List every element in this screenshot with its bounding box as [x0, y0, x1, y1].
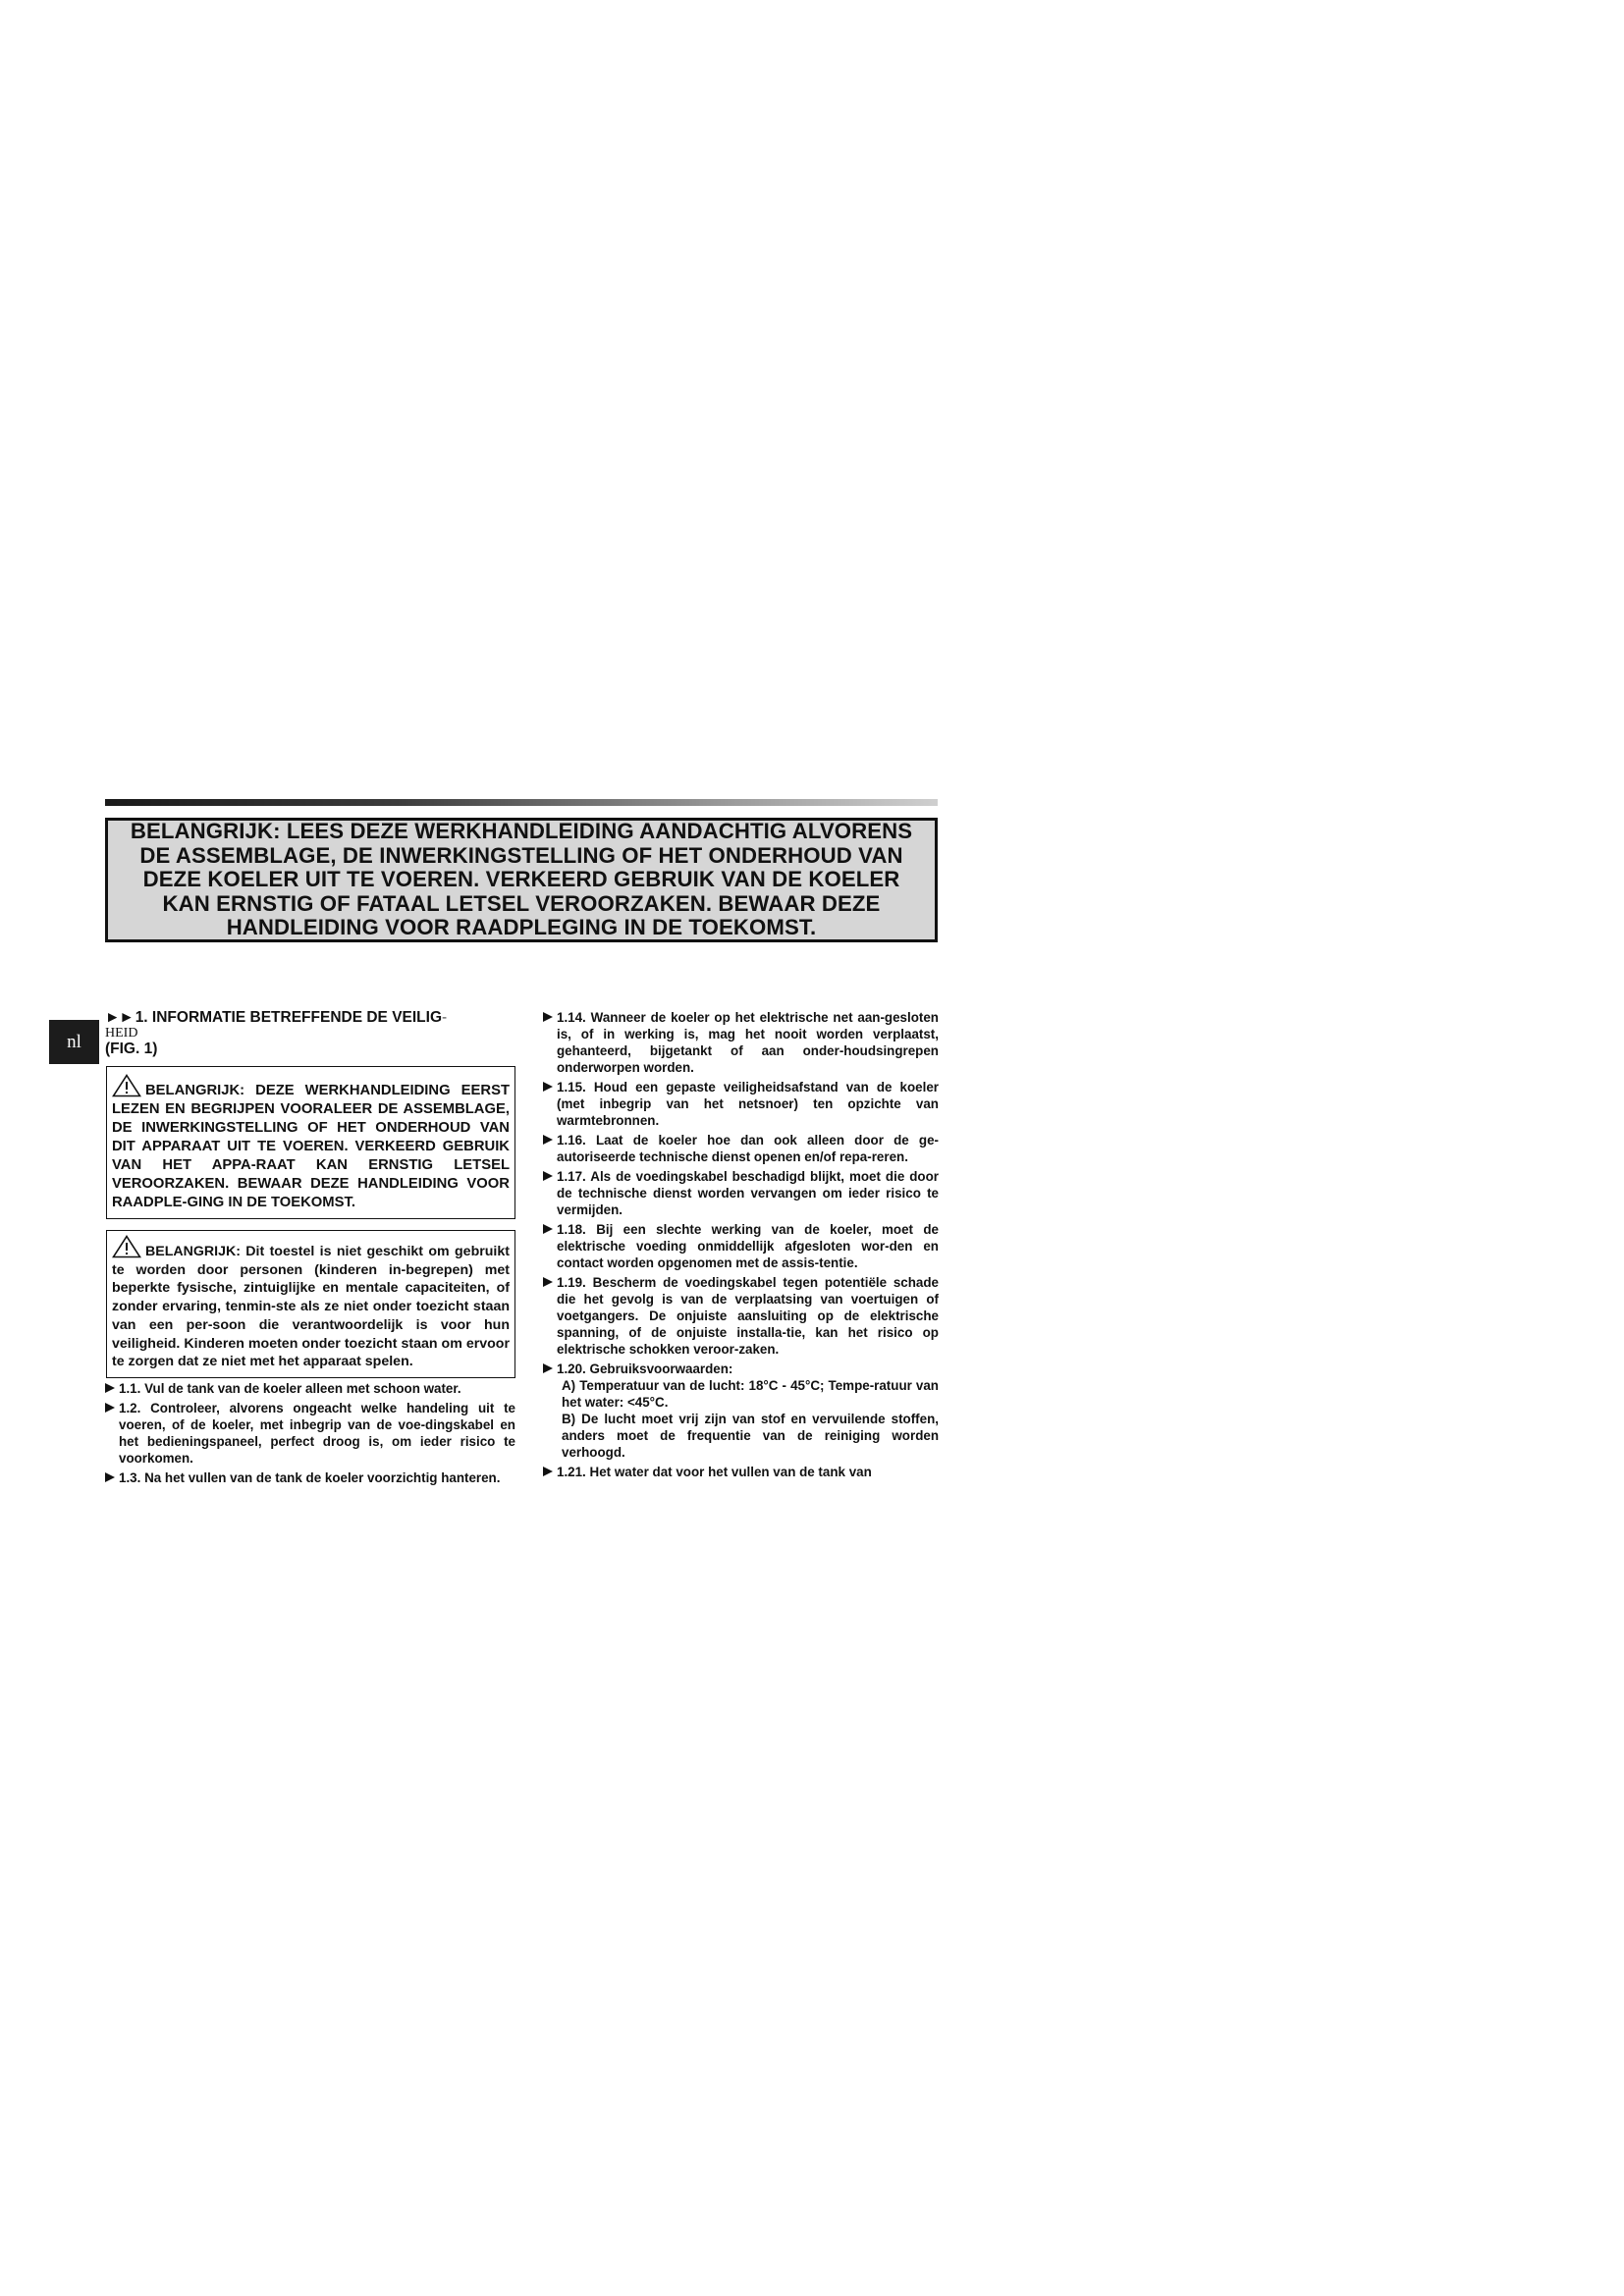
- double-arrow-icon: ►►: [105, 1009, 134, 1026]
- item-number: 1.1.: [119, 1380, 141, 1396]
- section-heading-hyphen: -: [442, 1009, 448, 1026]
- bullet-arrow-icon: [105, 1472, 115, 1482]
- item-number: 1.2.: [119, 1400, 141, 1415]
- item-text: Wanneer de koeler op het elektrische net aan-gesloten is, of in werking is, mag het nooit worden verplaatst, gehanteerd, bijgetankt of aan onder-houdsingrepen onderworpen worden.: [557, 1010, 939, 1075]
- section-heading-text: 1. INFORMATIE BETREFFENDE DE VEILIG: [135, 1009, 443, 1026]
- usage-condition-b: B) De lucht moet vrij zijn van stof en vervuilende stoffen, anders moet de frequentie van de reiniging worden verhoogd.: [562, 1412, 939, 1460]
- item-number: 1.17.: [557, 1169, 586, 1184]
- item-text: Gebruiksvoorwaarden:: [589, 1362, 733, 1376]
- usage-condition-a: A) Temperatuur van de lucht: 18°C - 45°C; Tempe-ratuur van het water: <45°C.: [562, 1378, 939, 1410]
- important-warning-banner: [105, 818, 938, 942]
- list-item: [105, 1400, 515, 1467]
- bullet-arrow-icon: [543, 1224, 553, 1234]
- banner-text: BELANGRIJK: LEES DEZE WERKHANDLEIDING AANDACHTIG ALVORENS DE ASSEMBLAGE, DE INWERKINGSTELLING OF HET ONDERHOUD VAN DEZE KOELER UIT TE VOEREN. VERKEERD GEBRUIK VAN DE KOELER KAN ERNSTIG OF FATAAL LETSEL VEROORZAKEN. BEWAAR DEZE HANDLEIDING VOOR RAADPLEGING IN DE TOEKOMST.: [130, 819, 913, 940]
- list-item: [543, 1079, 939, 1129]
- bullet-arrow-icon: [543, 1012, 553, 1022]
- section-heading-continuation: HEID: [105, 1026, 138, 1041]
- section-heading: [105, 1009, 515, 1026]
- list-item: [543, 1132, 939, 1165]
- language-code: nl: [67, 1031, 81, 1052]
- item-number: 1.21.: [557, 1465, 586, 1479]
- bullet-arrow-icon: [543, 1082, 553, 1092]
- item-number: 1.3.: [119, 1469, 141, 1485]
- language-tab: [49, 1020, 99, 1064]
- list-item: [543, 1274, 939, 1358]
- bullet-arrow-icon: [543, 1135, 553, 1145]
- item-text: Houd een gepaste veiligheidsafstand van de koeler (met inbegrip van het netsnoer) ten opzichte van warmtebronnen.: [557, 1080, 939, 1128]
- list-item: [543, 1464, 939, 1480]
- warning-triangle-icon: [112, 1235, 141, 1258]
- item-number: 1.15.: [557, 1080, 586, 1095]
- bullet-arrow-icon: [543, 1363, 553, 1373]
- bullet-arrow-icon: [543, 1171, 553, 1181]
- warning-box-manual: [106, 1066, 515, 1219]
- left-column: [105, 1009, 515, 1489]
- item-number: 1.18.: [557, 1222, 586, 1237]
- warning-box-persons-text: BELANGRIJK: Dit toestel is niet geschikt om gebruikt te worden door personen (kinderen in-begrepen) met beperkte fysische, zintuiglijke en mentale capaciteiten, of zonder ervaring, tenmin-ste als ze niet onder toezicht staan van een per-soon die verantwoordelijk is voor hun veiligheid. Kinderen moeten onder toezicht staan om ervoor te zorgen dat ze niet met het apparaat spelen.: [112, 1244, 510, 1370]
- item-text: Het water dat voor het vullen van de tank van: [589, 1465, 872, 1479]
- list-item: [105, 1380, 515, 1397]
- bullet-arrow-icon: [105, 1383, 115, 1393]
- item-text: Na het vullen van de tank de koeler voorzichtig hanteren.: [144, 1469, 501, 1485]
- item-number: 1.20.: [557, 1362, 586, 1376]
- item-text: Als de voedingskabel beschadigd blijkt, moet die door de technische dienst worden vervangen om ieder risico te vermijden.: [557, 1169, 939, 1217]
- bullet-arrow-icon: [543, 1467, 553, 1476]
- item-text: Vul de tank van de koeler alleen met schoon water.: [144, 1380, 461, 1396]
- item-number: 1.14.: [557, 1010, 586, 1025]
- item-number: 1.19.: [557, 1275, 586, 1290]
- warning-triangle-icon: [112, 1074, 141, 1097]
- right-safety-list: [543, 1009, 939, 1480]
- list-item: [543, 1361, 939, 1461]
- item-text: Laat de koeler hoe dan ook alleen door de ge-autoriseerde technische dienst openen en/of repa-reren.: [557, 1133, 939, 1164]
- warning-box-persons: [106, 1230, 515, 1378]
- right-column: [543, 1009, 939, 1483]
- figure-reference: (FIG. 1): [105, 1041, 158, 1057]
- list-item: [543, 1168, 939, 1218]
- left-safety-list: [105, 1380, 515, 1486]
- list-item: [543, 1009, 939, 1076]
- item-text: Controleer, alvorens ongeacht welke handeling uit te voeren, of de koeler, met inbegrip van de voe-dingskabel en het bedieningspaneel, perfect droog is, om ieder risico te voorkomen.: [119, 1400, 515, 1466]
- bullet-arrow-icon: [543, 1277, 553, 1287]
- item-text: Bij een slechte werking van de koeler, moet de elektrische voeding onmiddellijk afgesloten wor-den en contact worden opgenomen met de assis-tentie.: [557, 1222, 939, 1270]
- header-rule: [105, 799, 938, 806]
- bullet-arrow-icon: [105, 1403, 115, 1413]
- list-item: [105, 1469, 515, 1486]
- item-number: 1.16.: [557, 1133, 586, 1148]
- list-item: [543, 1221, 939, 1271]
- warning-box-manual-text: BELANGRIJK: DEZE WERKHANDLEIDING EERST LEZEN EN BEGRIJPEN VOORALEER DE ASSEMBLAGE, DE INWERKINGSTELLING OF HET ONDERHOUD VAN DIT APPARAAT UIT TE VOEREN. VERKEERD GEBRUIK VAN HET APPA-RAAT KAN ERNSTIG LETSEL VEROORZAKEN. BEWAAR DEZE HANDLEIDING VOOR RAADPLE-GING IN DE TOEKOMST.: [112, 1083, 510, 1210]
- item-text: Bescherm de voedingskabel tegen potentiële schade die het gevolg is van de verplaatsing van voertuigen of voetgangers. De onjuiste aansluiting op de elektrische spanning, of de onjuiste installa-tie, kan het risico op elektrische schokken veroor-zaken.: [557, 1275, 939, 1357]
